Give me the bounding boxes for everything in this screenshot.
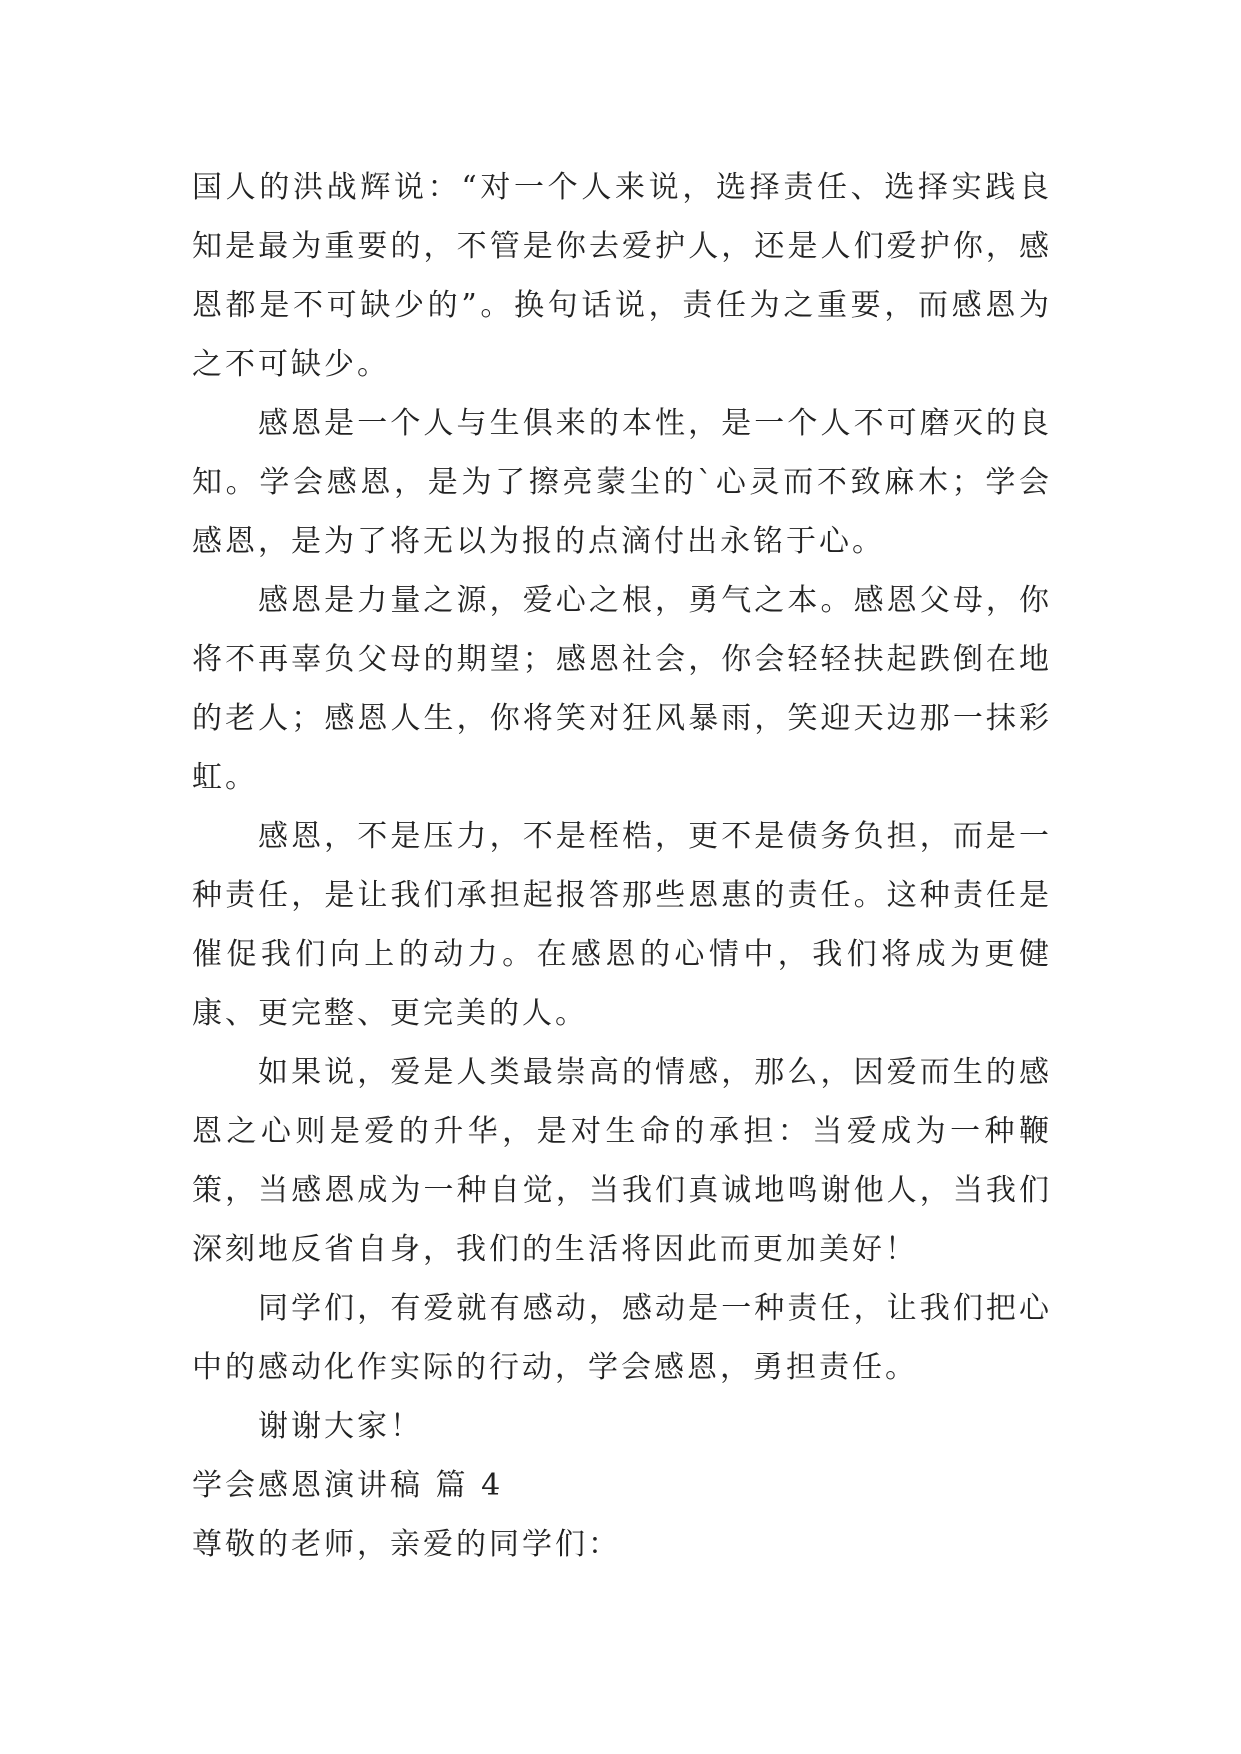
salutation: 尊敬的老师，亲爱的同学们： xyxy=(192,1527,621,1562)
paragraph-3: 感恩是力量之源，爱心之根，勇气之本。感恩父母，你将不再辜负父母的期望；感恩社会，你会轻轻扶起跌倒在地的老人；感恩人生，你将笑对狂风暴雨，笑迎天边那一抹彩虹。 xyxy=(192,583,1052,795)
paragraph-2: 感恩是一个人与生俱来的本性，是一个人不可磨灭的良知。学会感恩，是为了擦亮蒙尘的`心灵而不致麻木；学会感恩，是为了将无以为报的点滴付出永铭于心。 xyxy=(192,406,1052,559)
document-page xyxy=(192,158,1052,1574)
paragraph-6: 同学们，有爱就有感动，感动是一种责任，让我们把心中的感动化作实际的行动，学会感恩，勇担责任。 xyxy=(192,1291,1052,1385)
paragraph-4: 感恩，不是压力，不是桎梏，更不是债务负担，而是一种责任，是让我们承担起报答那些恩惠的责任。这种责任是催促我们向上的动力。在感恩的心情中，我们将成为更健康、更完整、更完美的人。 xyxy=(192,819,1052,1031)
section-heading: 学会感恩演讲稿 篇 4 xyxy=(192,1468,504,1503)
closing-thanks: 谢谢大家！ xyxy=(258,1409,423,1444)
paragraph-1: 国人的洪战辉说：“对一个人来说，选择责任、选择实践良知是最为重要的，不管是你去爱护人，还是人们爱护你，感恩都是不可缺少的”。换句话说，责任为之重要，而感恩为之不可缺少。 xyxy=(192,170,1052,382)
paragraph-5: 如果说，爱是人类最崇高的情感，那么，因爱而生的感恩之心则是爱的升华，是对生命的承担：当爱成为一种鞭策，当感恩成为一种自觉，当我们真诚地鸣谢他人，当我们深刻地反省自身，我们的生活将因此而更加美好！ xyxy=(192,1055,1052,1267)
